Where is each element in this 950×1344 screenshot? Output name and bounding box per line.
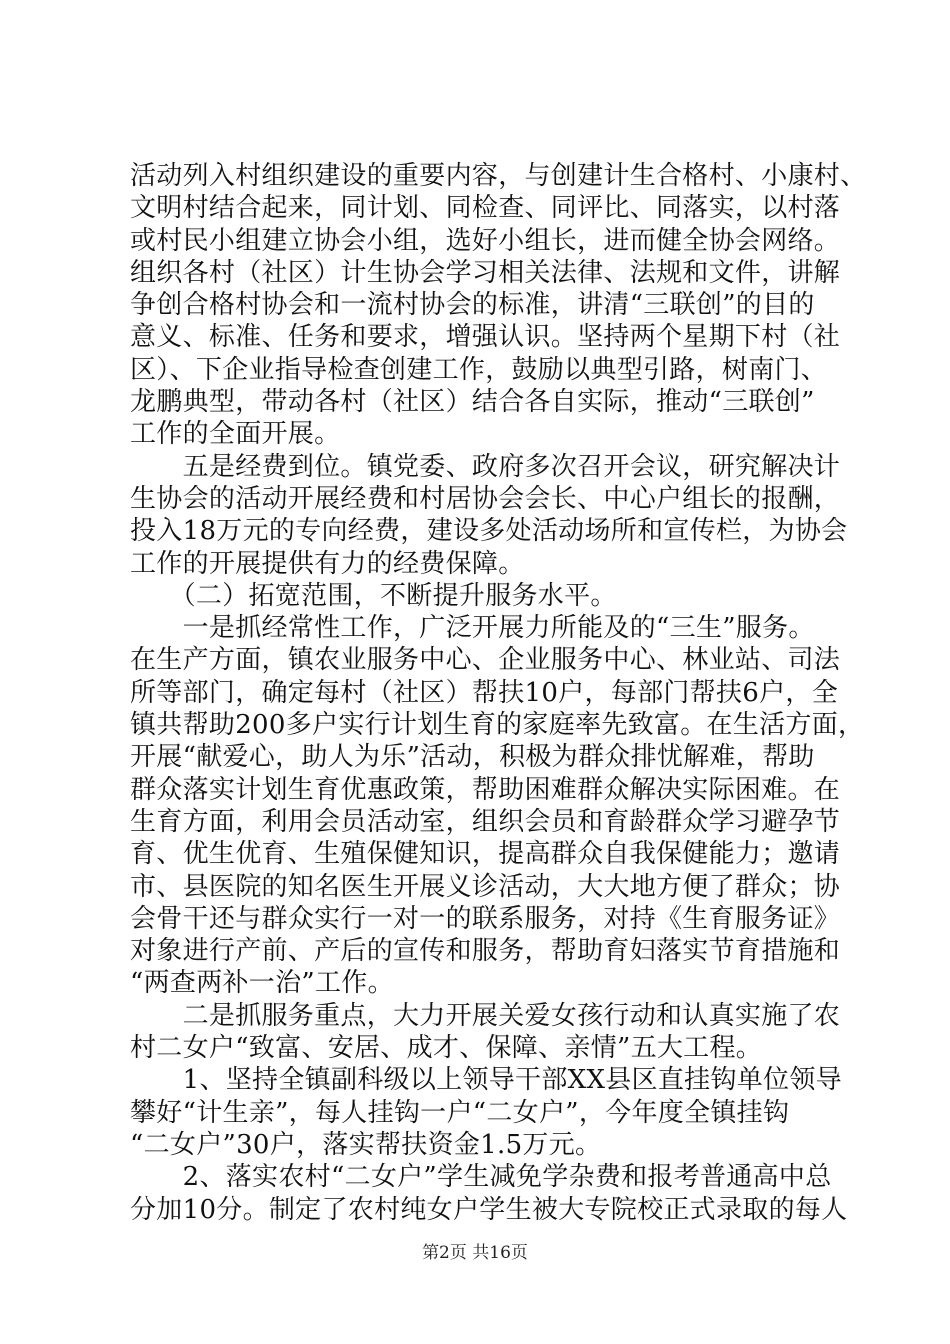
text-line: 组织各村（社区）计生协会学习相关法律、法规和文件，讲解 bbox=[130, 257, 841, 288]
text-line: 会骨干还与群众实行一对一的联系服务，对持《生育服务证》 bbox=[130, 903, 841, 934]
section-heading: （二）拓宽范围，不断提升服务水平。 bbox=[130, 580, 617, 611]
text-line: 村二女户“致富、安居、成才、保障、亲情”五大工程。 bbox=[130, 1033, 763, 1064]
text-line: 意义、标准、任务和要求，增强认识。坚持两个星期下村（社 bbox=[130, 322, 841, 353]
text-line: 二是抓服务重点，大力开展关爱女孩行动和认真实施了农 bbox=[130, 1000, 841, 1031]
text-line: 市、县医院的知名医生开展义诊活动，大大地方便了群众；协 bbox=[130, 871, 841, 902]
text-line: 五是经费到位。镇党委、政府多次召开会议，研究解决计 bbox=[130, 451, 841, 482]
page-number-footer: 第2页 共16页 bbox=[422, 1243, 528, 1263]
text-line: 对象进行产前、产后的宣传和服务，帮助育妇落实节育措施和 bbox=[130, 936, 841, 967]
text-line: 投入18万元的专向经费，建设多处活动场所和宣传栏，为协会 bbox=[130, 516, 848, 547]
text-line: 开展“献爱心，助人为乐”活动，积极为群众排忧解难，帮助 bbox=[130, 742, 815, 773]
text-line: 群众落实计划生育优惠政策，帮助困难群众解决实际困难。在 bbox=[130, 774, 841, 805]
text-line: 生育方面，利用会员活动室，组织会员和育龄群众学习避孕节 bbox=[130, 806, 841, 837]
text-line: 龙鹏典型，带动各村（社区）结合各自实际，推动“三联创” bbox=[130, 387, 815, 418]
text-line: 攀好“计生亲”，每人挂钩一户“二女户”，今年度全镇挂钩 bbox=[130, 1097, 790, 1128]
text-line: 活动列入村组织建设的重要内容，与创建计生合格村、小康村、 bbox=[130, 161, 867, 191]
text-line: 在生产方面，镇农业服务中心、企业服务中心、林业站、司法 bbox=[130, 645, 841, 676]
text-line: 区）、下企业指导检查创建工作，鼓励以典型引路，树南门、 bbox=[130, 354, 828, 385]
text-line: “二女户”30户，落实帮扶资金1.5万元。 bbox=[130, 1129, 602, 1160]
text-line: 所等部门，确定每村（社区）帮扶10户，每部门帮扶6户，全 bbox=[130, 677, 839, 708]
text-line: “两查两补一治”工作。 bbox=[130, 968, 394, 999]
text-line: 工作的开展提供有力的经费保障。 bbox=[130, 548, 525, 579]
text-line: 1、坚持全镇副科级以上领导干部XX县区直挂钩单位领导 bbox=[130, 1065, 842, 1096]
text-line: 一是抓经常性工作，广泛开展力所能及的“三生”服务。 bbox=[130, 613, 815, 644]
text-line: 争创合格村协会和一流村协会的标准，讲清“三联创”的目的 bbox=[130, 290, 815, 321]
text-line: 分加10分。制定了农村纯女户学生被大专院校正式录取的每人 bbox=[130, 1194, 848, 1225]
document-body bbox=[130, 160, 867, 1226]
text-line: 2、落实农村“二女户”学生减免学杂费和报考普通高中总 bbox=[130, 1162, 832, 1193]
text-line: 工作的全面开展。 bbox=[130, 419, 341, 450]
text-line: 镇共帮助200多户实行计划生育的家庭率先致富。在生活方面， bbox=[130, 710, 865, 741]
text-line: 文明村结合起来，同计划、同检查、同评比、同落实，以村落 bbox=[130, 193, 841, 224]
text-line: 育、优生优育、生殖保健知识，提高群众自我保健能力；邀请 bbox=[130, 839, 841, 870]
text-line: 生协会的活动开展经费和村居协会会长、中心户组长的报酬， bbox=[130, 483, 841, 514]
text-line: 或村民小组建立协会小组，选好小组长，进而健全协会网络。 bbox=[130, 225, 841, 256]
